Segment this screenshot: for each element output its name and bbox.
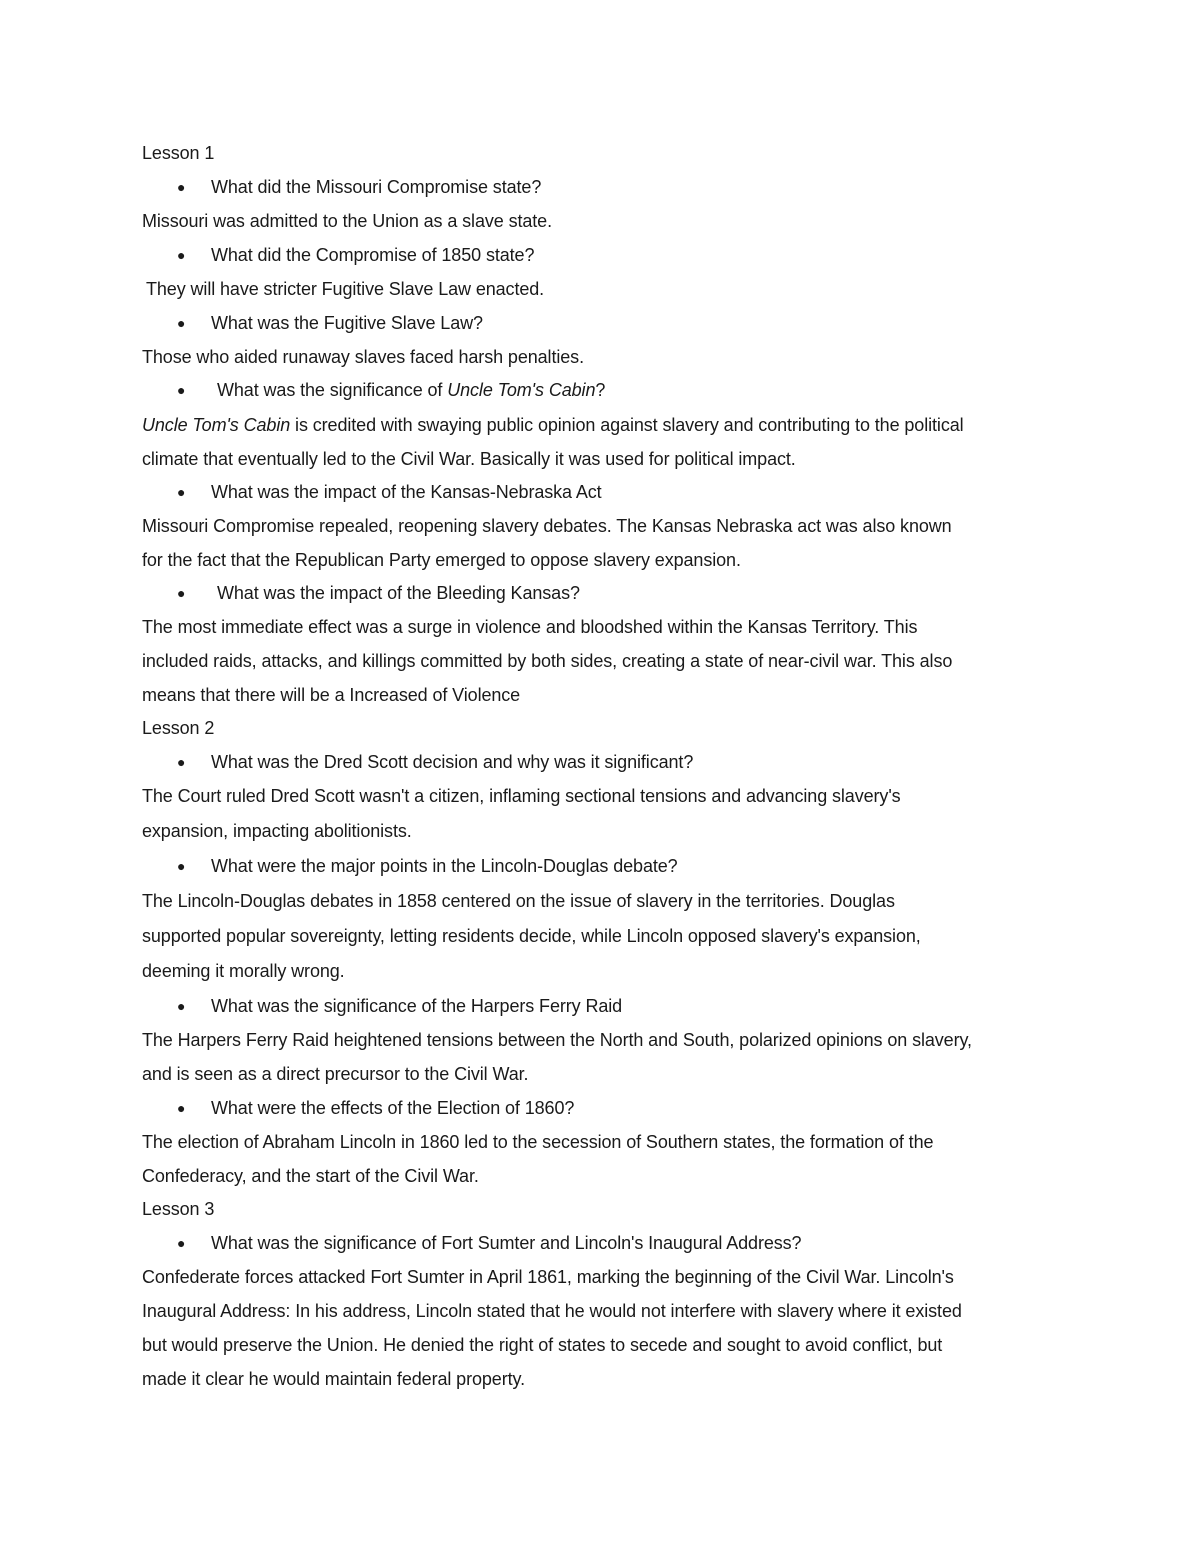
answer-text: included raids, attacks, and killings committed by both sides, creating a state of near-civil war. This also xyxy=(142,651,953,671)
question-text: What was the impact of the Bleeding Kansas? xyxy=(217,583,580,603)
question-item xyxy=(177,379,605,401)
question-text: What were the effects of the Election of 1860? xyxy=(211,1098,575,1118)
question-item xyxy=(177,244,534,266)
answer-text: The Harpers Ferry Raid heightened tensions between the North and South, polarized opinions on slavery, xyxy=(142,1030,972,1050)
answer-text: but would preserve the Union. He denied the right of states to secede and sought to avoid conflict, but xyxy=(142,1335,943,1355)
answer-text: Those who aided runaway slaves faced harsh penalties. xyxy=(142,347,584,367)
bullet-icon: ● xyxy=(177,484,186,500)
bullet-icon: ● xyxy=(177,585,186,601)
bullet-icon: ● xyxy=(177,998,186,1014)
question-text: What was the impact of the Kansas-Nebraska Act xyxy=(211,482,602,502)
answer-text: The election of Abraham Lincoln in 1860 led to the secession of Southern states, the formation of the xyxy=(142,1132,934,1152)
answer-text: expansion, impacting abolitionists. xyxy=(142,821,412,841)
answer-text: made it clear he would maintain federal property. xyxy=(142,1369,525,1389)
answer-text: Missouri Compromise repealed, reopening slavery debates. The Kansas Nebraska act was also known xyxy=(142,516,952,536)
lesson-heading: Lesson 2 xyxy=(142,718,215,738)
question-text: What was the significance of Uncle Tom's Cabin? xyxy=(217,380,606,400)
question-text: What was the significance of Fort Sumter and Lincoln's Inaugural Address? xyxy=(211,1233,802,1253)
bullet-icon: ● xyxy=(177,179,186,195)
question-item xyxy=(177,1097,574,1119)
question-item xyxy=(177,312,483,334)
answer-text: supported popular sovereignty, letting residents decide, while Lincoln opposed slavery's expansion, xyxy=(142,926,921,946)
answer-text: Uncle Tom's Cabin is credited with swaying public opinion against slavery and contributing to the political xyxy=(142,415,964,435)
bullet-icon: ● xyxy=(177,1100,186,1116)
question-item xyxy=(177,995,622,1017)
book-title: Uncle Tom's Cabin xyxy=(142,415,291,435)
question-text: What was the significance of the Harpers Ferry Raid xyxy=(211,996,623,1016)
bullet-icon: ● xyxy=(177,754,186,770)
answer-text: for the fact that the Republican Party emerged to oppose slavery expansion. xyxy=(142,550,741,570)
lesson-heading: Lesson 3 xyxy=(142,1199,215,1219)
bullet-icon: ● xyxy=(177,382,186,398)
answer-text: Confederacy, and the start of the Civil War. xyxy=(142,1166,479,1186)
bullet-icon: ● xyxy=(177,1235,186,1251)
bullet-icon: ● xyxy=(177,315,186,331)
question-text: What was the Dred Scott decision and why was it significant? xyxy=(211,752,694,772)
answer-text: The Lincoln-Douglas debates in 1858 centered on the issue of slavery in the territories. Douglas xyxy=(142,891,895,911)
question-text: What were the major points in the Lincoln-Douglas debate? xyxy=(211,856,678,876)
answer-text: and is seen as a direct precursor to the Civil War. xyxy=(142,1064,529,1084)
question-item xyxy=(177,855,678,877)
bullet-icon: ● xyxy=(177,858,186,874)
question-item xyxy=(177,176,541,198)
answer-text: Inaugural Address: In his address, Lincoln stated that he would not interfere with slavery where it existed xyxy=(142,1301,962,1321)
answer-text: Missouri was admitted to the Union as a slave state. xyxy=(142,211,552,231)
question-item xyxy=(177,481,602,503)
lesson-heading: Lesson 1 xyxy=(142,143,215,163)
question-item xyxy=(177,751,693,773)
book-title: Uncle Tom's Cabin xyxy=(447,380,596,400)
question-item xyxy=(177,582,580,604)
question-text: What was the Fugitive Slave Law? xyxy=(211,313,483,333)
question-text: What did the Compromise of 1850 state? xyxy=(211,245,535,265)
question-text: What did the Missouri Compromise state? xyxy=(211,177,542,197)
answer-text: The most immediate effect was a surge in violence and bloodshed within the Kansas Territory. This xyxy=(142,617,918,637)
answer-text: Confederate forces attacked Fort Sumter in April 1861, marking the beginning of the Civil War. Lincoln's xyxy=(142,1267,954,1287)
bullet-icon: ● xyxy=(177,247,186,263)
answer-text: The Court ruled Dred Scott wasn't a citizen, inflaming sectional tensions and advancing slavery's xyxy=(142,786,901,806)
answer-text: deeming it morally wrong. xyxy=(142,961,345,981)
answer-text: climate that eventually led to the Civil War. Basically it was used for political impact. xyxy=(142,449,796,469)
question-item xyxy=(177,1232,801,1254)
answer-text: means that there will be a Increased of Violence xyxy=(142,685,521,705)
answer-text: They will have stricter Fugitive Slave Law enacted. xyxy=(146,279,545,299)
